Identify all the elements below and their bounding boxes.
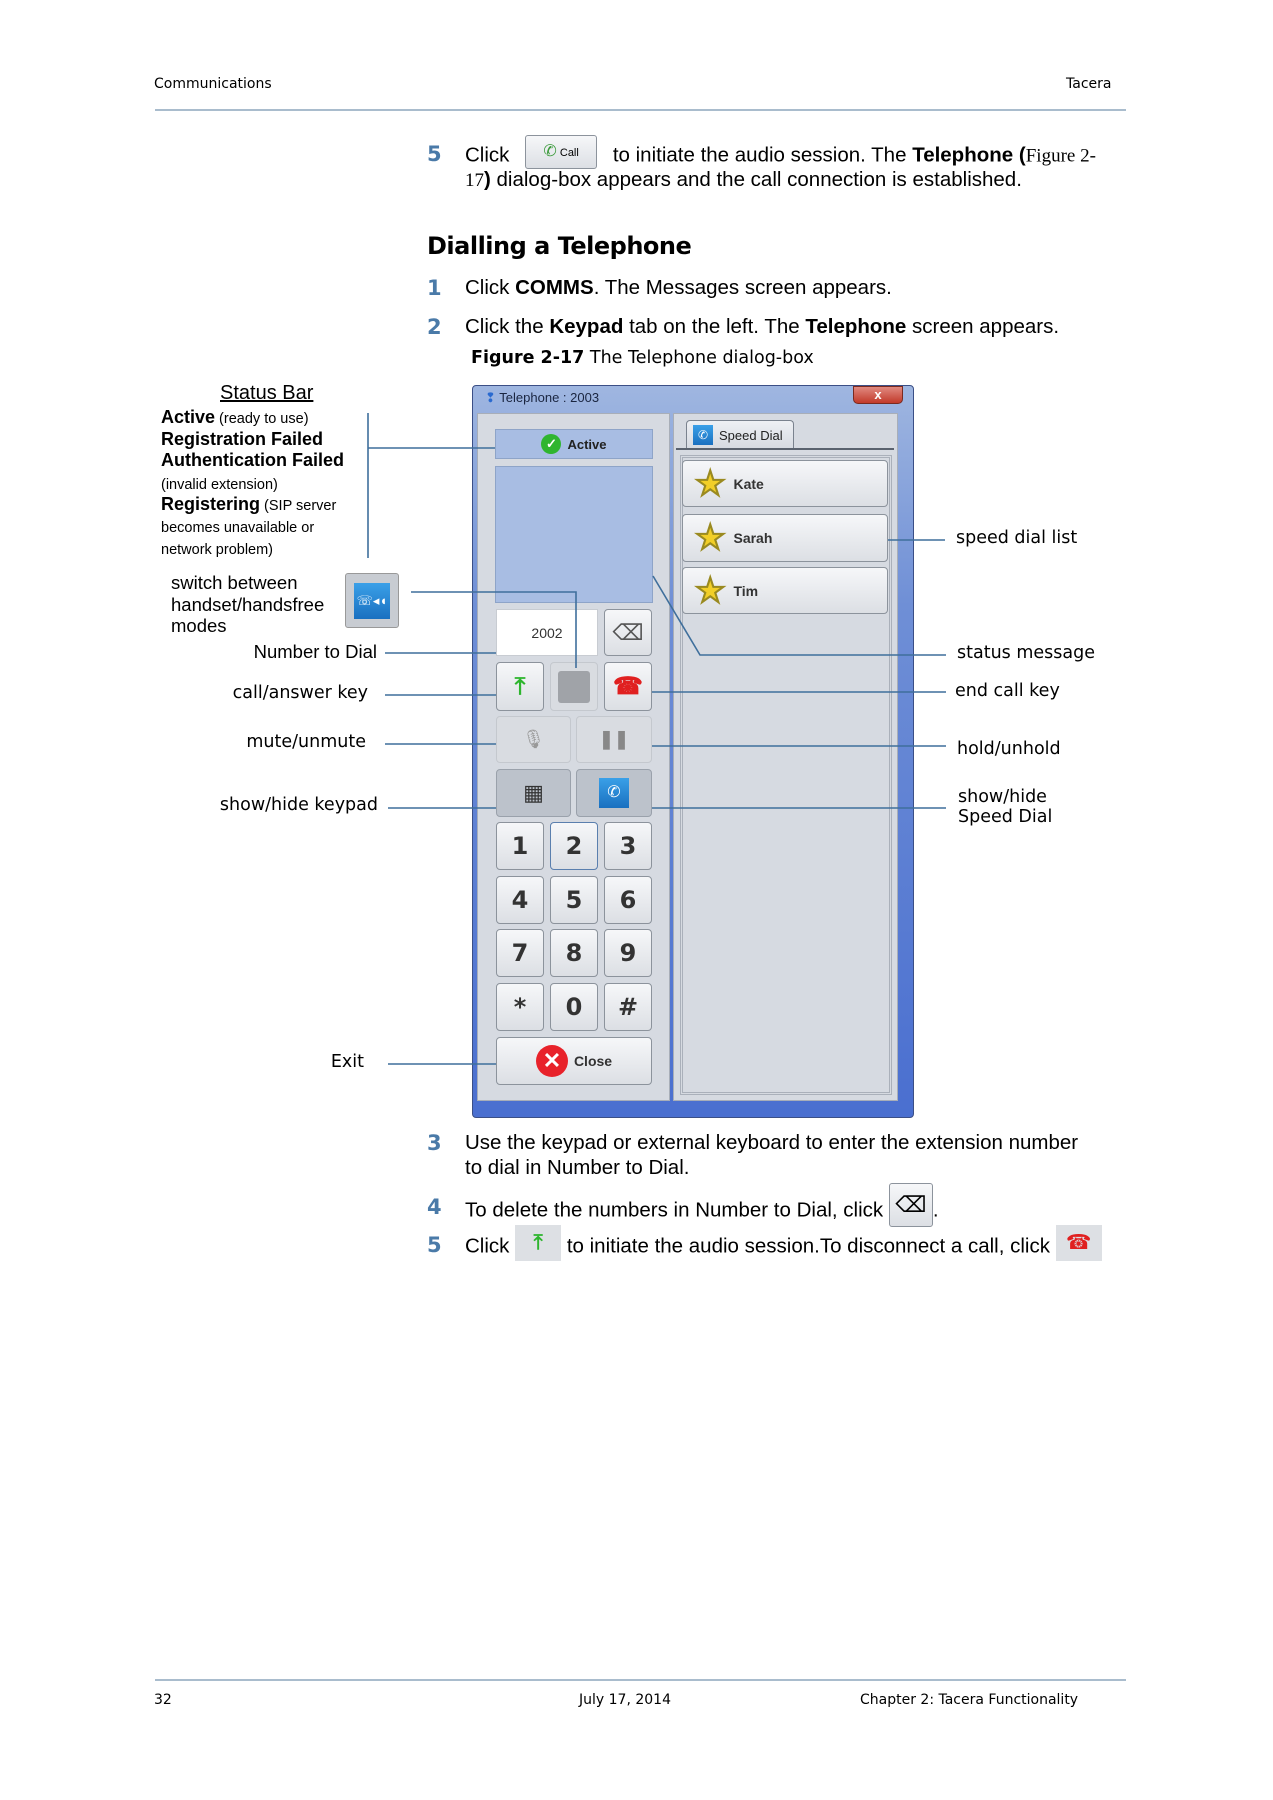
header-section: Communications	[154, 76, 272, 92]
call-answer-label: call/answer key	[232, 683, 368, 703]
text: show/hide	[958, 787, 1047, 807]
figure-ref[interactable]: Figure 2-	[1025, 145, 1096, 167]
status-registration-failed: Registration Failed	[161, 429, 324, 449]
footer-date: July 17, 2014	[579, 1692, 671, 1708]
section-title: Dialling a Telephone	[427, 232, 692, 260]
header-doc: Tacera	[1066, 76, 1112, 92]
text: switch between	[171, 572, 298, 593]
text: (	[1013, 143, 1026, 167]
mute-label: mute/unmute	[246, 732, 366, 752]
key-button[interactable]: 6	[604, 876, 652, 924]
text: The Telephone dialog-box	[584, 348, 814, 368]
key-button[interactable]: 1	[496, 822, 544, 870]
number-to-dial-label: Number to Dial	[253, 641, 377, 662]
step-number: 3	[427, 1131, 442, 1155]
close-label: Close	[573, 1053, 613, 1069]
step-5	[465, 1233, 1102, 1261]
text: )	[484, 168, 491, 191]
text: Click	[465, 143, 510, 167]
window-close-button[interactable]: x	[853, 386, 903, 404]
footer-chapter: Chapter 2: Tacera Functionality	[860, 1692, 1079, 1708]
key-button[interactable]: 3	[604, 822, 652, 870]
text: tab on the left. The	[623, 315, 806, 338]
contact-name: Tim	[733, 582, 759, 599]
keypad-label: show/hide keypad	[219, 795, 378, 815]
text: Click	[465, 276, 516, 299]
phonebook-icon: ✆	[599, 778, 629, 808]
number-to-dial-field[interactable]: 2002	[496, 609, 598, 656]
key-button[interactable]: 4	[496, 876, 544, 924]
backspace-button-image	[889, 1183, 933, 1227]
close-x-icon: ✕	[536, 1045, 568, 1077]
exit-label: Exit	[330, 1052, 364, 1072]
key-button[interactable]: 5	[550, 876, 598, 924]
star-icon: ★	[695, 571, 726, 610]
backspace-icon: ⌫	[895, 1192, 927, 1217]
text: Keypad	[549, 315, 624, 338]
title-text: Telephone : 2003	[499, 390, 600, 405]
key-button[interactable]: #	[604, 983, 652, 1031]
text: dialog-box appears and the call connection is established.	[490, 168, 1022, 191]
status-note: (invalid extension)	[161, 477, 278, 493]
check-icon: ✓	[541, 434, 561, 454]
status-note: becomes unavailable or	[161, 520, 315, 536]
text: (ready to use)	[215, 411, 309, 427]
key-button[interactable]: 2	[550, 822, 598, 870]
tab-label: Speed Dial	[719, 427, 783, 443]
text: handset/handsfree	[171, 593, 325, 615]
figure-ref[interactable]: 17	[465, 170, 484, 191]
page-number: 32	[154, 1692, 172, 1708]
keypad-icon: ▦	[523, 780, 544, 805]
text: Telephone	[912, 143, 1014, 167]
text: Registering	[161, 494, 261, 514]
text: to initiate the audio session. The	[612, 143, 907, 167]
phone-icon: ✆	[543, 143, 557, 160]
text: Telephone	[805, 315, 907, 338]
text: .	[932, 1198, 939, 1222]
step-3-line2: to dial in Number to Dial.	[465, 1156, 690, 1179]
status-registering	[161, 494, 336, 516]
key-button[interactable]: 8	[550, 929, 598, 977]
status-message-label: status message	[957, 643, 1095, 663]
handsfree-button-image	[345, 573, 399, 628]
switch-line	[411, 592, 576, 668]
star-icon: ★	[695, 519, 726, 557]
star-icon: ★	[695, 464, 726, 503]
phone-icon: ✆	[693, 425, 713, 445]
key-button[interactable]: 9	[604, 929, 652, 977]
microphone-icon: 🎙	[522, 729, 545, 749]
text: Click the	[465, 315, 550, 338]
status-active	[161, 407, 309, 429]
key-button[interactable]: 0	[550, 983, 598, 1031]
text: (SIP server	[260, 498, 337, 514]
footer-rule	[155, 1679, 1126, 1681]
contact-name: Kate	[733, 475, 764, 492]
backspace-icon: ⌫	[612, 619, 644, 645]
status-note: network problem)	[161, 542, 274, 558]
key-button[interactable]: *	[496, 983, 544, 1031]
text: modes	[171, 615, 227, 636]
text: Speed Dial	[958, 807, 1053, 827]
hold-label: hold/unhold	[957, 739, 1061, 759]
switch-label	[171, 572, 324, 637]
text: Active	[161, 407, 216, 427]
tacera-icon: ❢	[485, 390, 496, 405]
contact-name: Sarah	[733, 530, 773, 546]
step-number: 2	[427, 315, 442, 339]
end-call-label: end call key	[955, 681, 1060, 701]
text: COMMS	[515, 276, 594, 299]
figure-label: Figure 2-17	[471, 348, 585, 368]
hangup-icon: ☎	[1056, 1225, 1102, 1261]
step-number: 1	[427, 276, 442, 300]
text: Click	[465, 1234, 510, 1258]
status-bar-heading: Status Bar	[220, 382, 314, 404]
text: screen appears.	[906, 315, 1060, 338]
speaker-icon: ☏◂◖	[354, 583, 390, 619]
step-number: 4	[427, 1195, 442, 1219]
status-message-line	[653, 571, 946, 655]
step-number: 5	[427, 142, 442, 166]
step-3-line1: Use the keypad or external keyboard to enter the extension number	[465, 1131, 1079, 1154]
pause-icon: ❚❚	[598, 729, 630, 749]
hangup-icon: ☎	[613, 673, 643, 700]
speed-dial-list-label: speed dial list	[956, 528, 1078, 548]
call-label: Call	[559, 147, 579, 159]
step-4	[465, 1192, 939, 1227]
status-bar-line	[368, 413, 495, 558]
status-text: Active	[567, 436, 607, 452]
text: to initiate the audio session.To disconnect a call, click	[566, 1234, 1050, 1258]
step-number: 5	[427, 1233, 442, 1257]
text: . The Messages screen appears.	[593, 276, 892, 299]
speed-dial-toggle-label	[958, 787, 1052, 827]
status-authentication-failed: Authentication Failed	[161, 450, 345, 470]
call-icon: ⤒	[515, 1225, 561, 1261]
key-button[interactable]: 7	[496, 929, 544, 977]
call-icon: ⤒	[514, 672, 526, 700]
text: To delete the numbers in Number to Dial, click	[465, 1198, 884, 1222]
